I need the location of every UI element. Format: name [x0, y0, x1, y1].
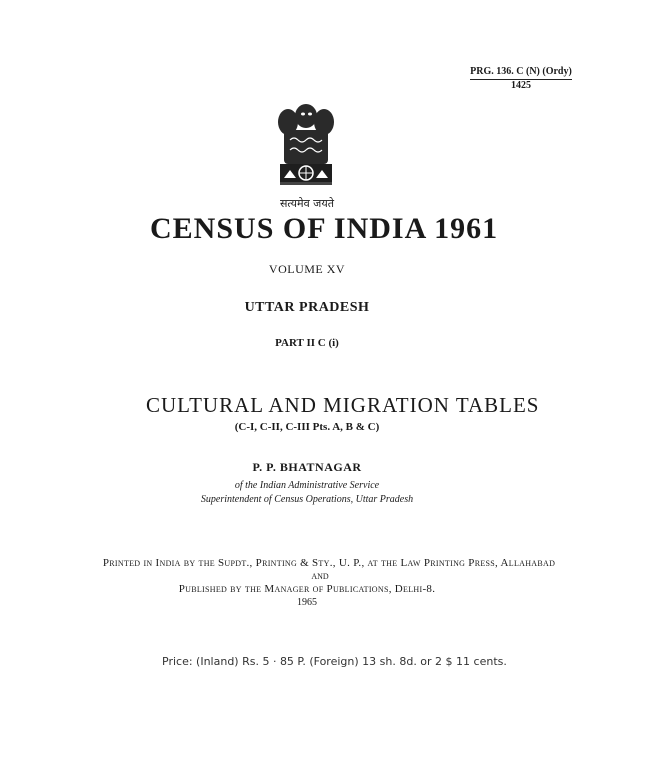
- author-office: Superintendent of Census Operations, Uttar Pradesh: [200, 494, 414, 505]
- state-name: UTTAR PRADESH: [244, 300, 370, 315]
- author-service: of the Indian Administrative Service: [234, 480, 380, 491]
- reference-number: 1425: [511, 80, 531, 91]
- author-name: P. P. BHATNAGAR: [252, 460, 362, 474]
- emblem-motto: सत्यमेव जयते: [279, 197, 334, 210]
- publisher-imprint: Published by the Manager of Publications, Delhi-8.: [178, 583, 436, 595]
- reference-code-text: PRG. 136. C (N) (Ordy): [470, 66, 572, 80]
- publication-year: 1965: [297, 597, 317, 608]
- report-subject: CULTURAL AND MIGRATION TABLES: [146, 393, 540, 417]
- national-emblem-icon: [270, 100, 342, 205]
- reference-code: [456, 66, 586, 92]
- imprint-and: AND: [311, 572, 329, 581]
- volume-label: VOLUME XV: [268, 262, 346, 276]
- printer-imprint: Printed in India by the Supdt., Printing & Sty., U. P., at the Law Printing Press, Allahabad: [102, 557, 556, 569]
- price-line: Price: (Inland) Rs. 5 · 85 P. (Foreign) 13 sh. 8d. or 2 $ 11 cents.: [162, 655, 507, 668]
- table-series: (C-I, C-II, C-III Pts. A, B & C): [234, 421, 380, 433]
- part-label: PART II C (i): [275, 337, 339, 349]
- page-title: CENSUS OF INDIA 1961: [150, 212, 499, 245]
